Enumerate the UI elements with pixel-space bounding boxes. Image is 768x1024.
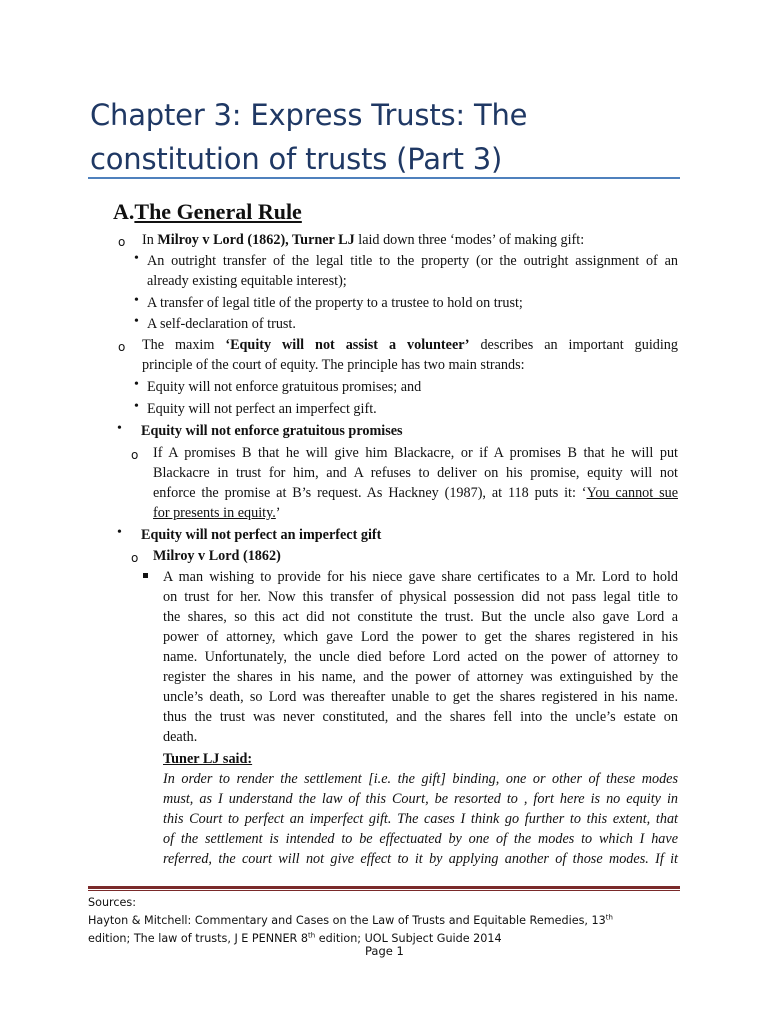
section-marker: A. (113, 199, 135, 224)
quote-line-4: of the settlement is intended to be effectuated by one of the modes to which I have (163, 831, 678, 847)
title-underline-rule (88, 177, 680, 179)
quote-line-1: In order to render the settlement [i.e. the gift] binding, one or other of these modes (163, 771, 678, 787)
case-facts-line-8: thus the trust was never constituted, and the shares fell into the uncle’s estate on (163, 709, 678, 725)
footer-sources (88, 894, 688, 948)
paragraph-blackacre-line-3: enforce the promise at B’s request. As Hackney (1987), at 118 puts it: ‘You cannot sue (153, 485, 678, 501)
circle-bullet-icon: o (118, 235, 126, 249)
circle-bullet-icon: o (131, 448, 139, 462)
case-facts-line-2: on trust for her. Now this transfer of physical possession did not pass legal title to (163, 589, 678, 605)
sources-line-1: Hayton & Mitchell: Commentary and Cases on the Law of Trusts and Equitable Remedies, 13th (88, 913, 613, 927)
mode-item-2: A transfer of legal title of the property to a trustee to hold on trust; (147, 295, 523, 311)
section-title: The General Rule (134, 199, 302, 224)
page-number: Page 1 (365, 944, 404, 958)
paragraph-milroy-modes: In Milroy v Lord (1862), Turner LJ laid down three ‘modes’ of making gift: (142, 232, 585, 248)
quote-heading: Tuner LJ said: (163, 751, 253, 767)
bullet-dot-icon: • (134, 251, 139, 266)
strand-item-2: Equity will not perfect an imperfect gift. (147, 401, 377, 417)
strand-item-1: Equity will not enforce gratuitous promises; and (147, 379, 422, 395)
case-heading-milroy: Milroy v Lord (1862) (153, 548, 281, 564)
footer-rule-thick (88, 886, 680, 889)
bullet-dot-icon: • (117, 421, 122, 436)
bullet-dot-icon: • (134, 314, 139, 329)
circle-bullet-icon: o (131, 551, 139, 565)
sources-line-2: edition; The law of trusts, J E PENNER 8th edition; UOL Subject Guide 2014 (88, 931, 502, 945)
bullet-dot-icon: • (134, 293, 139, 308)
paragraph-blackacre-line-2: Blackacre in trust for him, and A refuses to deliver on his promise, equity will not (153, 465, 678, 481)
square-bullet-icon (143, 573, 148, 578)
bullet-dot-icon: • (134, 399, 139, 414)
sources-label: Sources: (88, 896, 137, 909)
paragraph-blackacre-line-1: If A promises B that he will give him Blackacre, or if A promises B that he will put (153, 445, 678, 461)
bullet-dot-icon: • (117, 525, 122, 540)
chapter-title-line-2: constitution of trusts (Part 3) (90, 142, 503, 176)
heading-imperfect-gift: Equity will not perfect an imperfect gift (141, 527, 382, 543)
quote-line-2: must, as I understand the law of this Court, be resorted to , fort here is no equity in (163, 791, 678, 807)
paragraph-maxim-line-2: principle of the court of equity. The principle has two main strands: (142, 357, 525, 373)
heading-gratuitous-promises: Equity will not enforce gratuitous promises (141, 423, 403, 439)
bullet-dot-icon: • (134, 377, 139, 392)
case-facts-line-1: A man wishing to provide for his niece gave share certificates to a Mr. Lord to hold (163, 569, 678, 585)
case-facts-line-6: register the shares in his name, and the power of attorney was extinguished by the (163, 669, 678, 685)
chapter-title (90, 93, 690, 181)
case-facts-line-7: uncle’s death, so Lord was thereafter unable to get the shares registered in his name. (163, 689, 678, 705)
case-facts-line-3: the shares, so this act did not constitute the trust. But the uncle also gave Lord a (163, 609, 678, 625)
case-facts-line-4: power of attorney, which gave Lord the power to get the shares registered in his (163, 629, 678, 645)
case-facts-line-9: death. (163, 729, 198, 745)
chapter-title-line-1: Chapter 3: Express Trusts: The (90, 98, 528, 132)
mode-item-1-line-1: An outright transfer of the legal title to the property (or the outright assignment of an (147, 253, 678, 269)
quote-line-5: referred, the court will not give effect to it by applying another of those modes. If it (163, 851, 678, 867)
paragraph-maxim-line-1: The maxim ‘Equity will not assist a volunteer’ describes an important guiding (142, 337, 678, 353)
mode-item-1-line-2: already existing equitable interest); (147, 273, 347, 289)
case-facts-line-5: name. Unfortunately, the uncle died before Lord acted on the power of attorney to (163, 649, 678, 665)
quote-line-3: this Court to perfect an imperfect gift. The cases I think go further to this extent, that (163, 811, 678, 827)
paragraph-blackacre-line-4: for presents in equity.’ (153, 505, 281, 521)
section-heading (113, 198, 302, 226)
circle-bullet-icon: o (118, 340, 126, 354)
footer-rule-thin (88, 890, 680, 891)
mode-item-3: A self-declaration of trust. (147, 316, 296, 332)
